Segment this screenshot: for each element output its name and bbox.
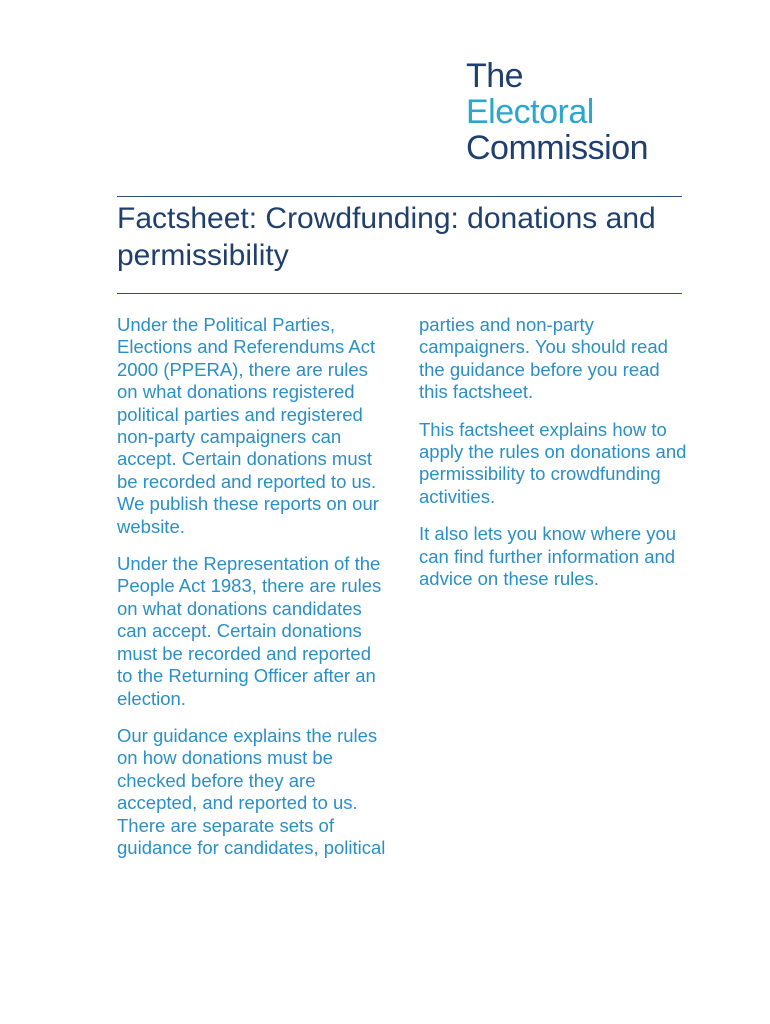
paragraph-guidance-continued: parties and non-party campaigners. You should read the guidance before you read this factsheet. [419,314,668,403]
title-divider [117,293,682,294]
paragraph-further-info: It also lets you know where you can find further information and advice on these rules. [419,523,677,590]
logo-line-commission: Commission [466,129,649,167]
electoral-commission-logo [466,58,648,166]
page-title: Factsheet: Crowdfunding: donations and permissibility [117,202,656,272]
top-divider [117,196,682,197]
paragraph-ppera: Under the Political Parties, Elections and Referendums Act 2000 (PPERA), there are rules on what donations registered political parties and registered non-party campaigners can accept. Certain donations must be recorded and reported to us. We publish these reports on our website. [117,314,379,537]
paragraph-factsheet-purpose: This factsheet explains how to apply the rules on donations and permissibility to crowdfunding activities. [419,418,687,507]
left-column [117,314,387,874]
paragraph-guidance: Our guidance explains the rules on how donations must be checked before they are accepted, and reported to us. There are separate sets of guidance for candidates, political [117,724,386,858]
paragraph-rpa-1983: Under the Representation of the People Act 1983, there are rules on what donations candidates can accept. Certain donations must be recorded and reported to the Returning Officer after an election. [117,553,382,709]
logo-line-the: The [466,57,524,95]
right-column [419,314,689,605]
logo-line-electoral: Electoral [466,93,594,131]
